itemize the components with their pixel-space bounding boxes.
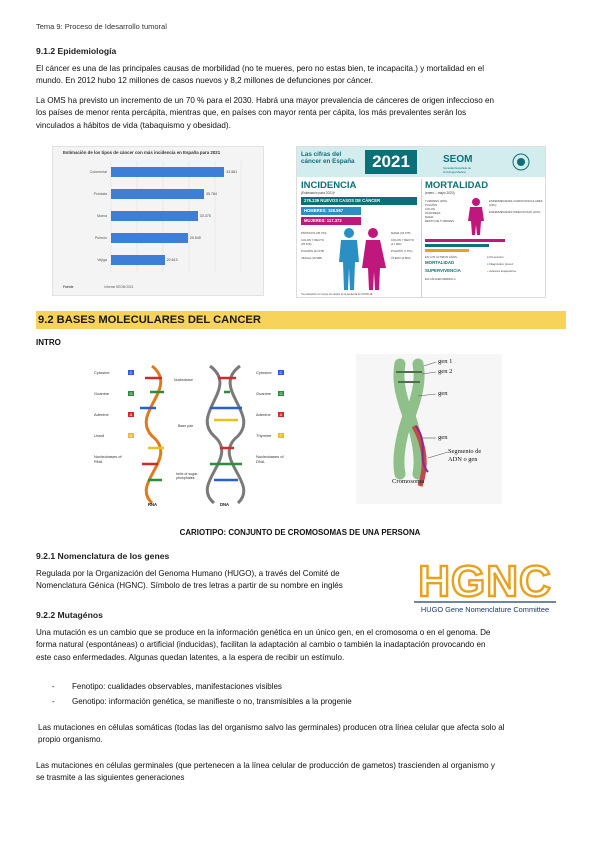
base-letter: C (129, 370, 133, 375)
incidencia-subtitle: (Estimación para 2021)* (301, 191, 336, 195)
hombres-pill: HOMBRES: 158.867 (301, 207, 361, 215)
ultimos-label: EN LOS ÚLTIMOS AÑOS (425, 255, 457, 259)
text-line: Una mutación es un cambio que se produce en la información genética en un único gen, en el cromosoma o en el genoma. De (36, 628, 491, 637)
gen1-label: gen 1 (438, 358, 453, 365)
chart-source (63, 285, 133, 289)
mortalidad-subtitle: (enero – mayo 2020) (425, 191, 455, 195)
supervivencia-sub: EN CÁNCER DEBIDO A: (425, 277, 457, 281)
mort-label: ENFERMEDADES CARDIOVASCULARES (24%) (489, 199, 543, 207)
nucleobases-dna-label: Nucleobases of DNA (256, 454, 284, 464)
female-label: MAMA (33.375) (391, 231, 411, 235)
base-label: Adenine (256, 412, 271, 417)
text-line: Las mutaciones en células somáticas (todas las del organismo salvo las germinales) producen otra línea celular que afecta solo al (38, 723, 505, 732)
dna-base-letters (278, 370, 284, 438)
ministry-seal-icon (511, 152, 531, 172)
text-line: se trasmite a las siguientes generaciones (36, 773, 185, 783)
base-label: Guanine (256, 391, 272, 396)
mortality-bars (425, 239, 543, 253)
seom-logo-text: SEOM (443, 154, 473, 165)
chart-category-label: Vejiga (97, 258, 107, 262)
nucleobases-rna-label: Nucleobases of RNA (94, 454, 122, 464)
text-line: Regulada por la Organización del Genoma Humano (HUGO), a través del Comité de (36, 569, 340, 578)
mort-label: RESTO DE TUMORES (425, 219, 454, 223)
paragraph-nomenclatura (36, 568, 406, 593)
hgnc-subtitle: HUGO Gene Nomenclature Committee (420, 605, 550, 614)
chromosome-figure (356, 354, 502, 504)
text-line: mundo. En 2012 hubo 12 millones de casos nuevos y 8,2 millones de defunciones por cáncer. (36, 76, 374, 86)
incidence-bar-chart (52, 146, 264, 296)
gen-label-lower: gen (438, 434, 448, 441)
base-label: Uracil (94, 433, 105, 438)
heading-nomenclatura: 9.2.1 Nomenclatura de los genes (36, 551, 170, 561)
base-letter: T (279, 433, 283, 438)
base-letter: G (279, 391, 283, 396)
paragraph-oms (36, 95, 566, 132)
rna-label: RNA (148, 502, 158, 507)
paragraph-morbilidad (36, 63, 566, 88)
infographic-title (301, 151, 363, 165)
chart-category-label: Pulmón (94, 236, 107, 240)
reasons-list (487, 255, 543, 273)
chart-data-label: 29.549 (189, 236, 201, 240)
text-line: este caso enfermedades. Algunas quedan latentes, a la espera de recibir un estímulo. (36, 652, 345, 662)
text-line: vinculados a hábitos de vida (tabaquismo y obesidad). (36, 120, 231, 130)
chart-data-label: 33.375 (199, 214, 211, 218)
human-figures-icon (331, 227, 391, 291)
chromosome-drawing (356, 354, 502, 504)
helix-label: helix of sugar-phosphates (176, 472, 199, 480)
chart-bar (111, 233, 188, 243)
intro-label: INTRO (36, 338, 61, 347)
chart-bar (111, 167, 224, 177)
rna-base-letters (128, 370, 134, 438)
base-label: Adenine (94, 412, 109, 417)
dna-label: DNA (220, 502, 230, 507)
chart-source-note: Informe SEOM 2021 (104, 285, 134, 289)
seom-subtitle: Sociedad Española de Oncología Médica (443, 166, 471, 174)
nucleobase-label: Nucleobase (174, 378, 193, 382)
chart-category-label: Próstata (93, 192, 107, 196)
infographic-year: 2021 (365, 150, 417, 174)
male-label: PULMÓN (21.578) (301, 249, 325, 253)
mortalidad-down: MORTALIDAD (425, 260, 455, 265)
male-cancer-list (301, 231, 331, 260)
supervivencia-up: SUPERVIVENCIA (425, 268, 461, 273)
reason-item: ● Diagnóstico precoz (487, 262, 514, 266)
gen2-label: gen 2 (438, 368, 453, 375)
base-label: Cytosine (94, 370, 110, 375)
female-cancer-list (391, 231, 421, 260)
cromosoma-label: Cromosoma (392, 478, 425, 485)
base-letter: U (129, 433, 133, 438)
mortality-figure-icon (465, 197, 487, 237)
mujeres-pill: MUJERES: 117.372 (301, 217, 361, 225)
infographic-footnote: *La estimación no incluye los efectos de la pandemia de COVID-19 (301, 293, 373, 296)
female-label: PULMÓN (7.971) (391, 249, 413, 253)
chart-category-label: Mama (97, 214, 107, 218)
rna-dna-figure (90, 358, 290, 510)
cariotipo-caption: CARIOTIPO: CONJUNTO DE CROMOSOMAS DE UNA PERSONA (179, 528, 421, 537)
paragraph-somaticas (38, 722, 568, 747)
reason-item: ● Prevención (487, 255, 504, 259)
mort-label: TUMORES (26%) (425, 199, 448, 203)
text-line: Las mutaciones en células germinales (que pertenecen a la línea celular de producción de gametos) trascienden al organismo y (36, 761, 495, 770)
list-item: - Fenotipo: cualidades observables, manifestaciones visibles (52, 679, 352, 694)
adn-line: ADN o gen (448, 456, 478, 463)
male-label: PRÓSTATA (35.764) (301, 231, 327, 235)
chart-bar (111, 255, 165, 265)
female-label: COLON Y RECTO (17.903) (391, 238, 415, 246)
chart-data-label: 43.581 (226, 170, 238, 174)
paragraph-mutacion (36, 627, 566, 664)
segmento-line: Segmento de (448, 448, 482, 455)
chart-bar (111, 189, 204, 199)
section-heading: 9.2 BASES MOLECULARES DEL CANCER (38, 314, 261, 326)
mort-label: MAMA (425, 215, 434, 219)
mort-label: COLON (425, 207, 435, 211)
base-pair-label: Base pair (178, 424, 194, 428)
gen-label: gen (438, 390, 448, 397)
base-letter: A (279, 412, 283, 417)
fenotipo-genotipo-list (52, 679, 352, 709)
text-line: propio organismo. (38, 735, 103, 745)
reason-item: ● Avances terapéuticos (487, 269, 517, 273)
running-header: Tema 9: Proceso de Idesarrollo tumoral (36, 22, 167, 31)
base-label: Thymine (256, 433, 272, 438)
mort-label: PÁNCREAS (425, 211, 441, 215)
mortality-right-list (489, 199, 545, 214)
text-line: Nomenclatura Génica (HGNC). Símbolo de tres letras a partir de su nombre en inglés (36, 581, 343, 591)
text-line: La OMS ha previsto un incremento de un 70 % para el 2030. Habrá una mayor prevalencia de cánceres de origen infeccioso en (36, 96, 495, 105)
text-line: El cáncer es una de las principales causas de morbilidad (no te mueres, pero no estas bien, te incapacita.) y mortalidad en el (36, 64, 485, 73)
infographic-title-line: cáncer en España (301, 158, 355, 165)
heading-mutagenos: 9.2.2 Mutagénos (36, 610, 103, 620)
chart-bar (111, 211, 198, 221)
mort-label: ENFERMEDADES INFECCIOSAS (16%) (489, 210, 541, 214)
chart-data-label: 20.613 (166, 258, 178, 262)
mortalidad-heading: MORTALIDAD (425, 180, 489, 191)
chart-data-label: 35.764 (205, 192, 217, 196)
total-cases-pill: 276.239 NUEVOS CASOS DE CÁNCER (301, 197, 417, 205)
text-line: forma natural (espontáneas) o artificial (inducidas), facilitan la adaptación al cambio o también la inadaptación provocando en (36, 640, 486, 650)
base-letter: A (129, 412, 133, 417)
male-label: COLON Y RECTO (25.679) (301, 238, 325, 246)
female-label: ÚTERO (6.803) (391, 256, 411, 260)
seom-infographic (296, 146, 546, 298)
chart-title: Estimación de los tipos de cáncer con más incidencia en España para 2021 (63, 150, 221, 155)
hgnc-logo-text: HGNC (418, 557, 552, 606)
chart-source-label: Fuente (63, 285, 74, 289)
base-label: Guanine (94, 391, 110, 396)
base-letter: C (279, 370, 283, 375)
infographic-title-line: Las cifras del (301, 151, 342, 158)
heading-epidemiologia: 9.1.2 Epidemiología (36, 46, 117, 56)
list-item: - Genotipo: información genética, se manifieste o no, transmisibles a la progenie (52, 694, 352, 709)
base-letter: G (129, 391, 133, 396)
chart-category-label: Colorrectal (89, 170, 107, 174)
base-label: Cytosine (256, 370, 272, 375)
male-label: VEJIGA (16.588) (301, 256, 322, 260)
segmento-label (448, 448, 481, 464)
rna-base-legend (94, 370, 124, 464)
mort-label: PULMÓN (425, 203, 437, 207)
infographic-divider (421, 179, 422, 297)
hgnc-logo (410, 556, 560, 616)
mortality-left-list (425, 199, 465, 223)
paragraph-germinales (36, 760, 566, 785)
incidencia-heading: INCIDENCIA (301, 180, 357, 191)
section-heading-bar (36, 311, 566, 329)
text-line: los países de menor renta percápita, mientras que, en países con mayor renta per cápita, los más prevalentes serán los (36, 108, 467, 118)
